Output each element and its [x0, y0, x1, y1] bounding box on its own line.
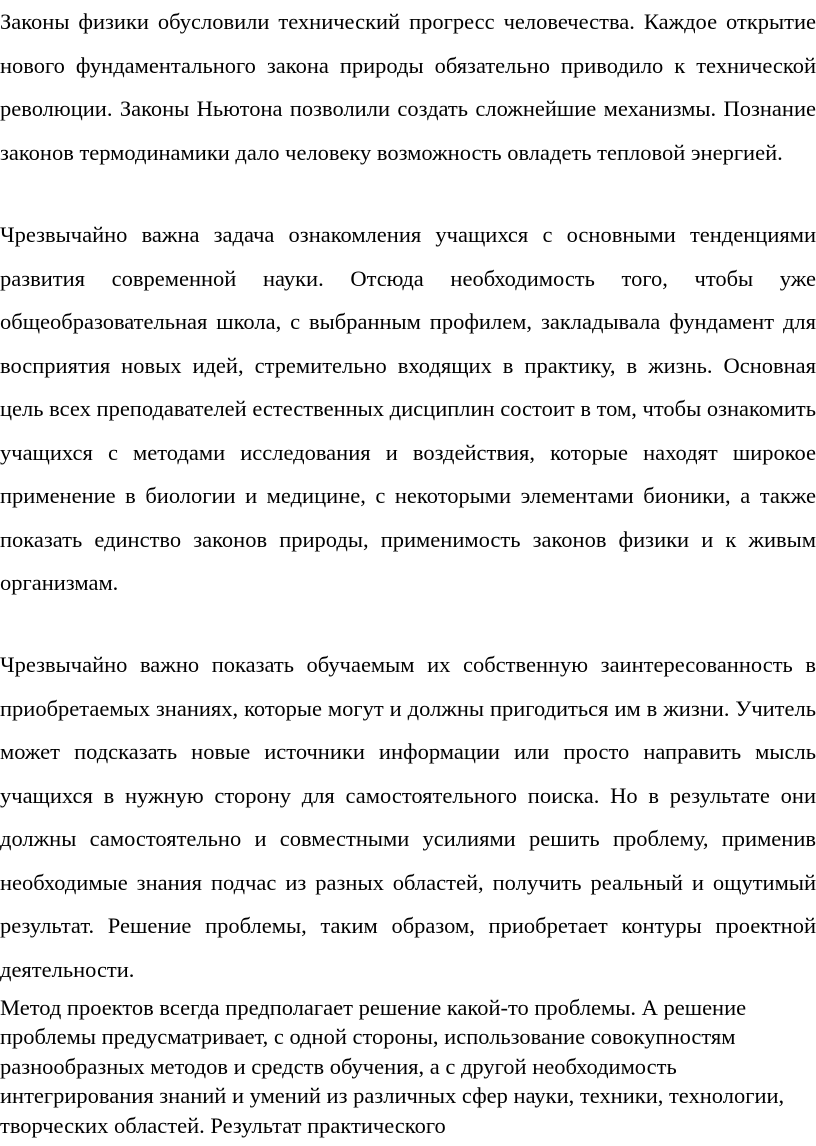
paragraph-science-trends: Чрезвычайно важна задача ознакомления учащихся с основными тенденциями развития современной науки. Отсюда необходимость того, чтобы уже общеобразовательная школа, с выбранным профилем, закладывала фундамент для восприятия новых идей, стремительно входящих в практику, в жизнь. Основная цель всех преподавателей естественных дисциплин состоит в том, чтобы ознакомить учащихся с методами исследования и воздействия, которые находят широкое применение в биологии и медицине, с некоторыми элементами бионики, а также показать единство законов природы, применимость законов физики и к живым организмам. [0, 222, 816, 595]
paragraph-student-interest: Чрезвычайно важно показать обучаемым их собственную заинтересованность в приобретаемых знаниях, которые могут и должны пригодиться им в жизни. Учитель может подсказать новые источники информации или просто направить мысль учащихся в нужную сторону для самостоятельного поиска. Но в результате они должны самостоятельно и совместными усилиями решить проблему, применив необходимые знания подчас из разных областей, получить реальный и ощутимый результат. Решение проблемы, таким образом, приобретает контуры проектной деятельности. [0, 652, 816, 982]
paragraph-project-method: Метод проектов всегда предполагает решение какой-то проблемы. А решение проблемы предусматривает, с одной стороны, использование совокупностям разнообразных методов и средств обучения, а с другой необходимость интегрирования знаний и умений из различных сфер науки, техники, технологии, творческих областей. Результат практического [0, 995, 785, 1138]
paragraph-physics-laws: Законы физики обусловили технический прогресс человечества. Каждое открытие нового фундаментального закона природы обязательно приводило к технической революции. Законы Ньютона позволили создать сложнейшие механизмы. Познание законов термодинамики дало человеку возможность овладеть тепловой энергией. [0, 9, 816, 165]
